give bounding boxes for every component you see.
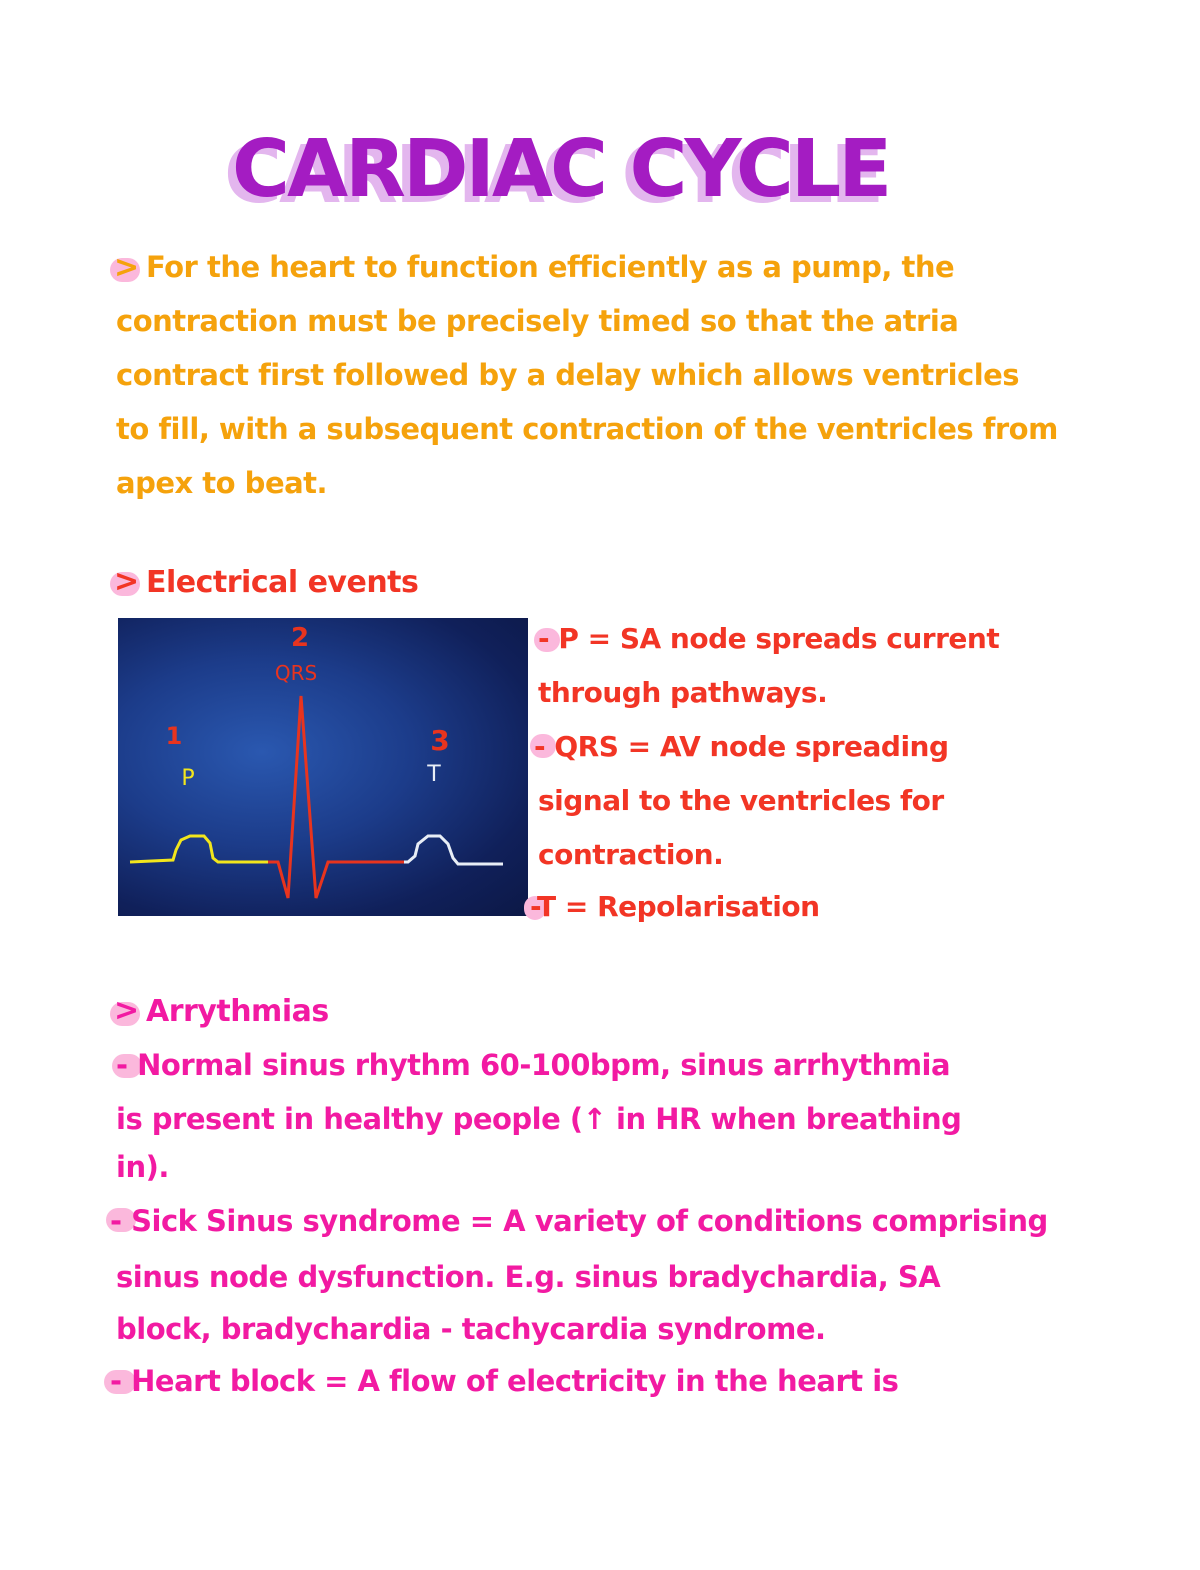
t-wave	[404, 836, 503, 864]
number-3: 3	[430, 724, 450, 757]
qrs-complex	[268, 696, 404, 898]
intro-line-4: to fill, with a subsequent contraction of the ventricles from	[116, 412, 1058, 446]
page-title: CARDIAC CYCLE	[232, 123, 890, 215]
arrhythmia-line-7: - Heart block = A flow of electricity in the heart is	[110, 1364, 899, 1398]
number-1: 1	[165, 722, 183, 750]
intro-line-1: For the heart to function efficiently as a pump, the	[146, 250, 955, 284]
electrical-heading: Electrical events	[146, 565, 419, 600]
arrhythmias-bullet-icon: >	[114, 993, 140, 1028]
electrical-bullet-icon: >	[114, 564, 140, 599]
arrhythmia-line-2: is present in healthy people (↑ in HR when breathing	[116, 1102, 962, 1136]
intro-line-2: contraction must be precisely timed so that the atria	[116, 304, 959, 338]
intro-bullet-icon: >	[114, 250, 140, 285]
label-t: T	[427, 762, 441, 787]
intro-line-3: contract first followed by a delay which allows ventricles	[116, 358, 1020, 392]
label-qrs: QRS	[274, 661, 318, 685]
note-qrs-cont-2: contraction.	[538, 838, 724, 871]
note-p-cont: through pathways.	[538, 676, 828, 709]
note-p: - P = SA node spreads current	[538, 622, 1000, 655]
arrhythmia-line-1: - Normal sinus rhythm 60-100bpm, sinus arrhythmia	[116, 1048, 951, 1082]
note-qrs: - QRS = AV node spreading	[534, 730, 949, 763]
arrhythmia-line-5: sinus node dysfunction. E.g. sinus bradychardia, SA	[116, 1260, 941, 1294]
intro-line-5: apex to beat.	[116, 466, 328, 500]
arrhythmia-line-4: - Sick Sinus syndrome = A variety of conditions comprising	[110, 1204, 1048, 1238]
number-2: 2	[290, 623, 310, 653]
p-wave	[130, 836, 268, 862]
arrhythmia-line-3: in).	[116, 1150, 169, 1184]
arrhythmia-line-6: block, bradychardia - tachycardia syndrome.	[116, 1312, 826, 1346]
ecg-diagram	[118, 618, 528, 916]
note-qrs-cont-1: signal to the ventricles for	[538, 784, 944, 817]
label-p: P	[181, 766, 195, 791]
arrhythmias-heading: Arrythmias	[146, 994, 329, 1029]
note-t: -T = Repolarisation	[530, 890, 820, 923]
